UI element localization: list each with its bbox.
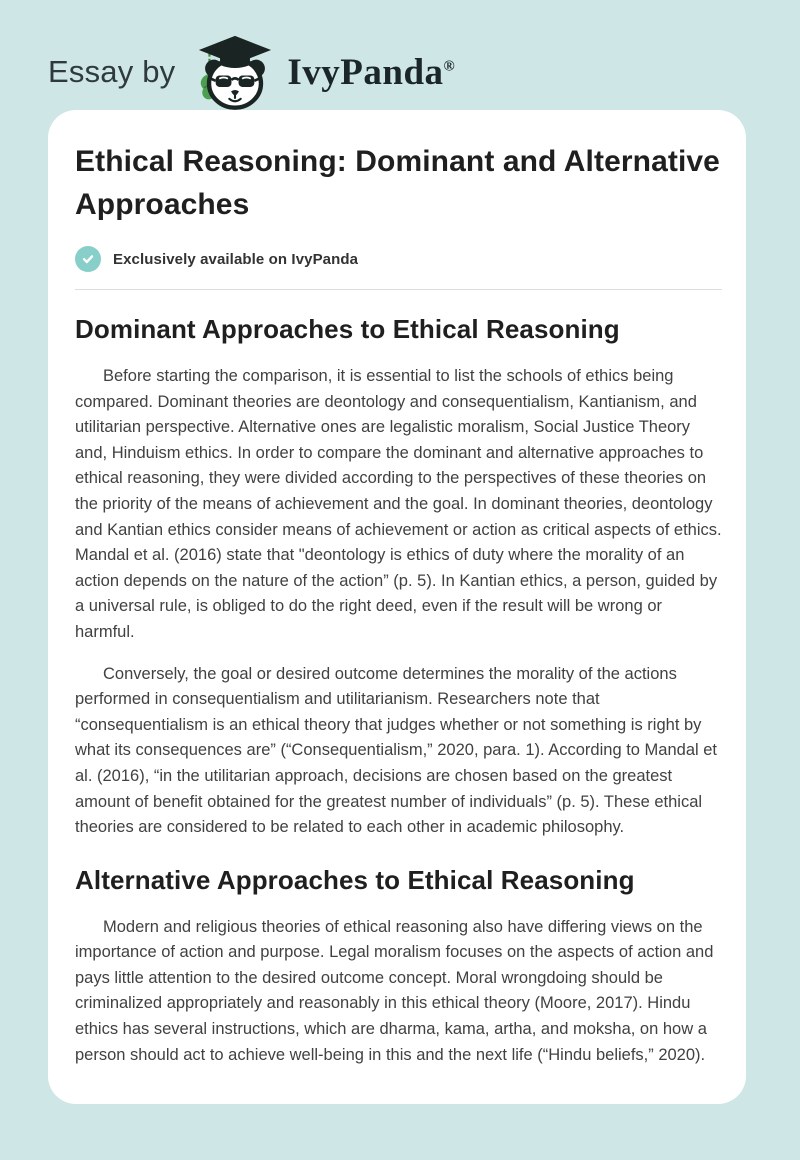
section-heading-dominant: Dominant Approaches to Ethical Reasoning: [75, 314, 620, 344]
site-header: [0, 0, 800, 110]
divider: [75, 289, 722, 290]
ivypanda-wordmark[interactable]: [287, 51, 455, 94]
essay-by-label: Essay by: [48, 54, 176, 89]
brand-name: IvyPanda: [287, 51, 444, 93]
registered-trademark: ®: [443, 58, 456, 75]
ivypanda-logo-icon[interactable]: [191, 34, 287, 110]
paragraph: Before starting the comparison, it is essential to list the schools of ethics being compared. Dominant theories are deontology and consequentialism, Kantianism, and utilitarian perspective. Alternative ones are legalistic moralism, Social Justice Theory and, Hinduism ethics. In order to compare the dominant and alternative approaches to ethical reasoning, they were divided according to the perspectives of these theories on the priority of the means of achievement and the goal. In dominant theories, deontology and Kantian ethics consider means of achievement or action as critical aspects of ethics. Mandal et al. (2016) state that "deontology is ethics of duty where the morality of an action depends on the nature of the action” (p. 5). In Kantian ethics, a person, guided by a universal rule, is obliged to do the right deed, even if the result will be wrong or harmful.: [75, 367, 722, 641]
exclusive-badge: [75, 246, 722, 272]
section-heading-alternative: Alternative Approaches to Ethical Reasoning: [75, 864, 635, 895]
check-icon: [75, 246, 101, 272]
paragraph: Conversely, the goal or desired outcome determines the morality of the actions performed in consequentialism and utilitarianism. Researchers note that “consequentialism is an ethical theory that judges whether or not something is right by what its consequences are” (“Consequentialism,” 2020, para. 1). According to Mandal et al. (2016), “in the utilitarian approach, decisions are chosen based on the greatest amount of benefit obtained for the greatest number of individuals” (p. 5). These ethical theories are considered to be related to each other in academic philosophy.: [75, 664, 718, 837]
exclusive-badge-label: Exclusively available on IvyPanda: [113, 250, 359, 268]
essay-title: Ethical Reasoning: Dominant and Alternative Approaches: [75, 145, 720, 221]
essay-card: [48, 110, 746, 1104]
paragraph: Modern and religious theories of ethical reasoning also have differing views on the importance of action and purpose. Legal moralism focuses on the aspects of action and pays little attention to the desired outcome concept. Moral wrongdoing should be criminalized appropriately and reasonably in this ethical theory (Moore, 2017). Hindu ethics has several instructions, which are dharma, kama, artha, and moksha, on how a person should act to achieve well-being in this and the next life (“Hindu beliefs,” 2020).: [75, 917, 714, 1064]
